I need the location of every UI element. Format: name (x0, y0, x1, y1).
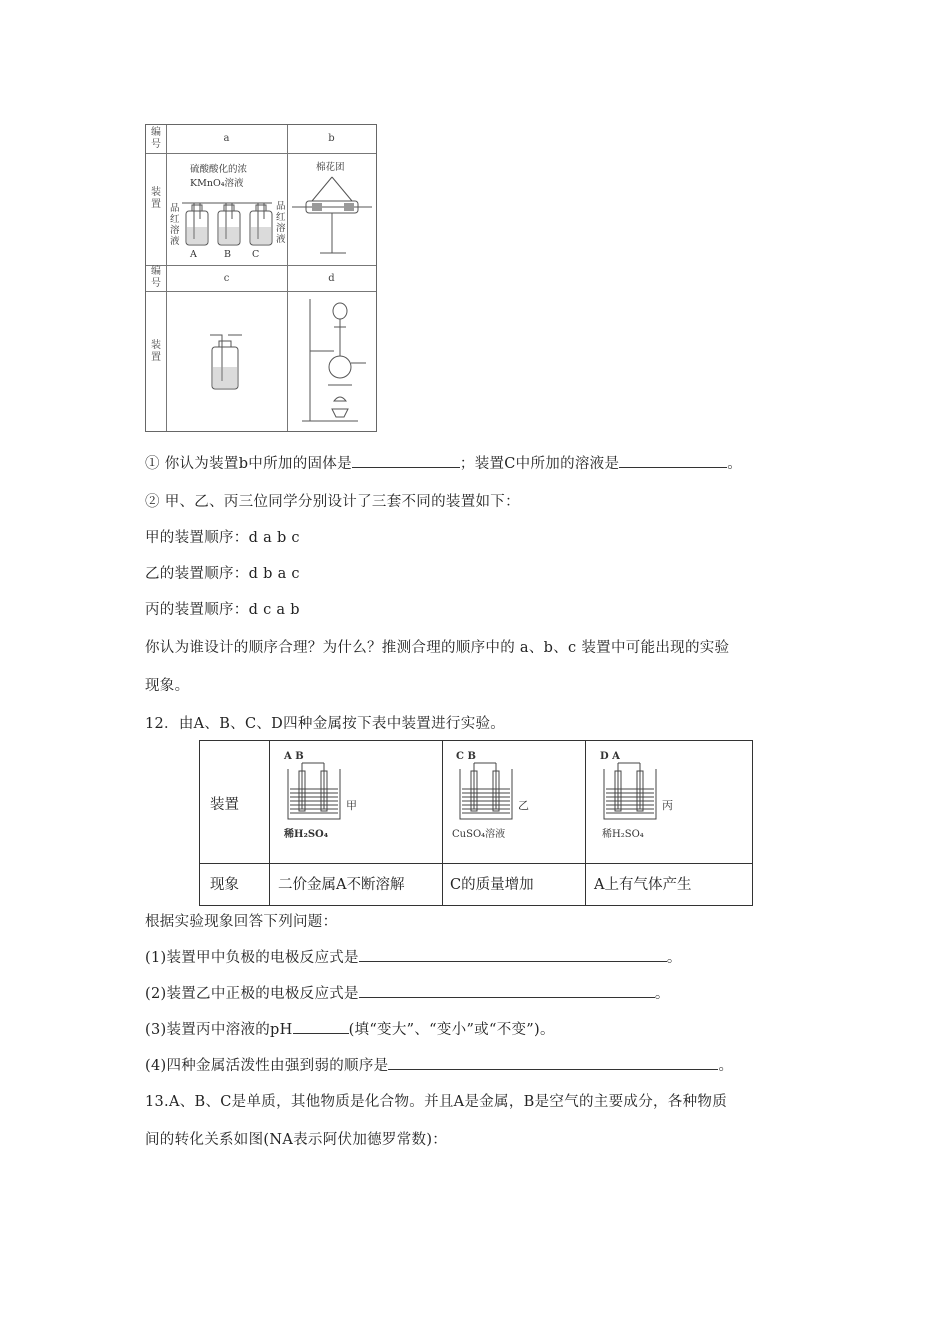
cell1-electrodes: A B (284, 751, 304, 762)
q11-question-line-1: 你认为谁设计的顺序合理？为什么？推测合理的顺序中的 a、b、c 装置中可能出现的实验 (145, 640, 730, 656)
q12-stem: 12．由A、B、C、D四种金属按下表中装置进行实验。 (145, 716, 506, 732)
bottle-label-a: A (190, 249, 197, 260)
q13-line-2: 间的转化关系如图(NA表示阿伏加德罗常数)： (145, 1132, 448, 1148)
bottle-label-b: B (224, 249, 231, 260)
cell1-phenomenon: 二价金属A不断溶解 (278, 877, 405, 893)
cell3-name: 丙 (662, 799, 673, 812)
cell2-beaker-drawing (456, 761, 516, 823)
q12-answer-intro: 根据实验现象回答下列问题： (145, 914, 338, 930)
q11-blank-2[interactable] (619, 453, 727, 468)
q12-sub2: (2)装置乙中正极的电极反应式是 。 (145, 982, 670, 1003)
cell3-beaker-drawing (600, 761, 660, 823)
cell2-name: 乙 (518, 799, 529, 812)
device-a-right-label: 品红溶液 (276, 201, 286, 245)
q12-blank-4[interactable] (388, 1055, 718, 1070)
device-c-wash-bottle-drawing (206, 331, 246, 393)
apparatus-table (145, 124, 377, 432)
col-header-b: b (328, 133, 335, 144)
device-a-wash-bottles-drawing (182, 189, 278, 249)
q12-sub3: (3)装置丙中溶液的pH (填“变大”、“变小”或“不变”)。 (145, 1018, 555, 1039)
device-b-label: 棉花团 (316, 162, 345, 173)
cell1-name: 甲 (346, 799, 357, 812)
cell2-solution: CuSO₄溶液 (452, 829, 506, 840)
row-label-device-1: 装置 (151, 187, 161, 210)
q11-blank-1[interactable] (352, 453, 460, 468)
device-a-left-label: 品红溶液 (170, 203, 180, 247)
col-header-c: c (223, 273, 230, 284)
bottle-label-c: C (252, 249, 260, 260)
cell2-electrodes: C B (456, 751, 476, 762)
row-label-device-2: 装置 (151, 340, 161, 363)
device-b-drying-tube-drawing (290, 173, 374, 261)
q12-blank-1[interactable] (359, 947, 667, 962)
q11-line-1: ① 你认为装置b中所加的固体是 ；装置C中所加的溶液是 。 (145, 452, 742, 473)
row-label-id-1: 编号 (151, 127, 161, 150)
q11-order-bing: 丙的装置顺序：d c a b (145, 602, 300, 618)
q12-blank-2[interactable] (359, 983, 655, 998)
q11-question-line-2: 现象。 (145, 678, 190, 694)
q12-blank-3[interactable] (293, 1019, 349, 1034)
cell1-solution: 稀H₂SO₄ (284, 829, 329, 840)
metal-experiment-table (199, 740, 753, 906)
cell2-phenomenon: C的质量增加 (450, 877, 534, 893)
q11-order-yi: 乙的装置顺序：d b a c (145, 566, 300, 582)
q11-order-jia: 甲的装置顺序：d a b c (145, 530, 300, 546)
q12-sub4: (4)四种金属活泼性由强到弱的顺序是 。 (145, 1054, 733, 1075)
cell3-phenomenon: A上有气体产生 (594, 877, 692, 893)
q11-line-2: ② 甲、乙、丙三位同学分别设计了三套不同的装置如下： (145, 494, 520, 510)
device-a-label-1: 硫酸酸化的浓 (190, 164, 248, 175)
col-header-d: d (328, 273, 335, 284)
row-label-phenomenon: 现象 (210, 877, 239, 893)
cell3-electrodes: D A (600, 751, 620, 762)
q13-line-1: 13.A、B、C是单质，其他物质是化合物。并且A是金属，B是空气的主要成分，各种物质 (145, 1094, 728, 1110)
col-header-a: a (223, 133, 230, 144)
q12-sub1: (1)装置甲中负极的电极反应式是 。 (145, 946, 682, 967)
device-a-label-2: KMnO₄溶液 (190, 178, 244, 189)
cell1-beaker-drawing (284, 761, 344, 823)
cell3-solution: 稀H₂SO₄ (602, 829, 644, 840)
row-label-device: 装置 (210, 797, 239, 813)
device-d-gas-generator-drawing (298, 293, 372, 429)
row-label-id-2: 编号 (151, 266, 161, 289)
